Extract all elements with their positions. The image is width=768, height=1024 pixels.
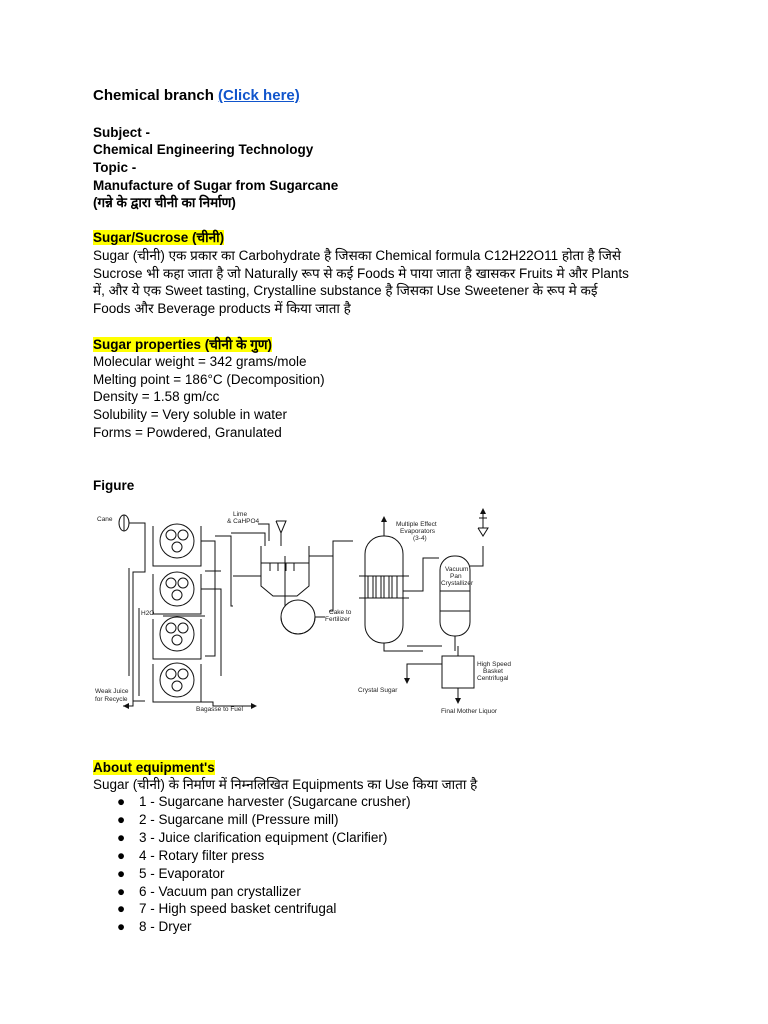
label-weak-juice: Weak Juice [95,688,129,695]
list-item [93,793,411,811]
label-cahpo4: & CaHPO4 [227,518,260,525]
equipment-heading-text: About equipment's [93,760,215,775]
label-pan: Pan [450,573,462,580]
subject-value: Chemical Engineering Technology [93,142,314,157]
list-item-text: 2 - Sugarcane mill (Pressure mill) [139,811,339,827]
sucrose-heading-text: Sugar/Sucrose (चीनी) [93,230,225,245]
label-vacuum: Vacuum [445,566,469,573]
label-cane: Cane [97,516,113,523]
high-speed-basket-centrifugal [442,656,474,688]
label-bagasse: Bagasse to Fuel [196,706,243,713]
properties-heading-text: Sugar properties (चीनी के गुण) [93,337,273,352]
branch-label: Chemical branch [93,87,214,104]
sucrose-line: Foods और Beverage products में किया जाता है [93,301,351,316]
bullet-icon: ● [117,919,126,935]
mill-4 [160,663,194,697]
list-item-text: 7 - High speed basket centrifugal [139,901,337,917]
label-evap-3: (3-4) [413,535,427,542]
bullet-icon: ● [117,865,126,881]
label-mother-liquor: Final Mother Liquor [441,708,497,715]
property-item: Molecular weight = 342 grams/mole [93,354,307,369]
properties-heading [93,336,272,354]
label-evap-2: Evaporators [400,528,436,535]
list-item-text: 1 - Sugarcane harvester (Sugarcane crusher) [139,794,411,809]
sucrose-line: में, और ये एक Sweet tasting, Crystalline substance है जिसका Use Sweetener के रूप मे कई [93,283,598,298]
sucrose-line: Sugar (चीनी) एक प्रकार का Carbohydrate है जिसका Chemical formula C12H22O11 होता है जिसे [93,248,622,263]
equipment-heading [93,759,215,777]
label-high-speed: High Speed [477,661,511,668]
list-item [93,847,411,865]
topic-value: Manufacture of Sugar from Sugarcane [93,178,339,193]
bullet-icon: ● [117,883,126,899]
equipment-intro: Sugar (चीनी) के निर्माण में निम्नलिखित Equipments का Use किया जाता है [93,777,478,792]
equipment-list [93,793,411,936]
bullet-icon: ● [117,811,126,827]
list-item-text: 8 - Dryer [139,919,192,935]
label-cake-to: Cake to [329,609,352,616]
topic-label: Topic - [93,160,137,175]
topic-hindi: (गन्ने के द्वारा चीनी का निर्माण) [93,195,236,210]
bullet-icon: ● [117,847,126,863]
click-here-link[interactable]: (Click here) [218,87,300,104]
subject-label: Subject - [93,125,151,140]
bullet-icon: ● [117,901,126,917]
mill-3 [160,617,194,651]
flow-diagram-svg [93,496,511,718]
branch-line [93,87,300,105]
list-item [93,811,411,829]
property-item: Solubility = Very soluble in water [93,407,287,422]
list-item-text: 4 - Rotary filter press [139,847,265,863]
label-for-recycle: for Recycle [95,696,128,703]
property-item: Forms = Powdered, Granulated [93,425,282,440]
bullet-icon: ● [117,829,126,845]
list-item [93,883,411,901]
figure-heading: Figure [93,478,135,493]
list-item [93,865,411,883]
label-crystal-sugar: Crystal Sugar [358,687,398,694]
label-lime: Lime [233,511,248,518]
bullet-icon: ● [117,794,126,809]
label-fertilizer: Fertilizer [325,616,350,623]
sucrose-line: Sucrose भी कहा जाता है जो Naturally रूप से कई Foods मे पाया जाता है खासकर Fruits मे और Plants [93,266,629,281]
sucrose-heading [93,229,224,247]
list-item [93,829,411,847]
mill-1 [160,524,194,558]
list-item-text: 3 - Juice clarification equipment (Clarifier) [139,829,388,845]
label-basket: Basket [483,668,503,675]
list-item-text: 6 - Vacuum pan crystallizer [139,883,301,899]
property-item: Melting point = 186°C (Decomposition) [93,372,325,387]
list-item [93,900,411,918]
process-flow-diagram [93,496,511,718]
label-centrifugal: Centrifugal [477,675,509,682]
label-h2o: H2O [141,610,155,617]
mill-2 [160,572,194,606]
property-item: Density = 1.58 gm/cc [93,389,220,404]
list-item-text: 5 - Evaporator [139,865,225,881]
label-evap-1: Multiple Effect [396,521,437,528]
label-crystallizer: Crystallizer [441,580,474,587]
list-item [93,918,411,936]
